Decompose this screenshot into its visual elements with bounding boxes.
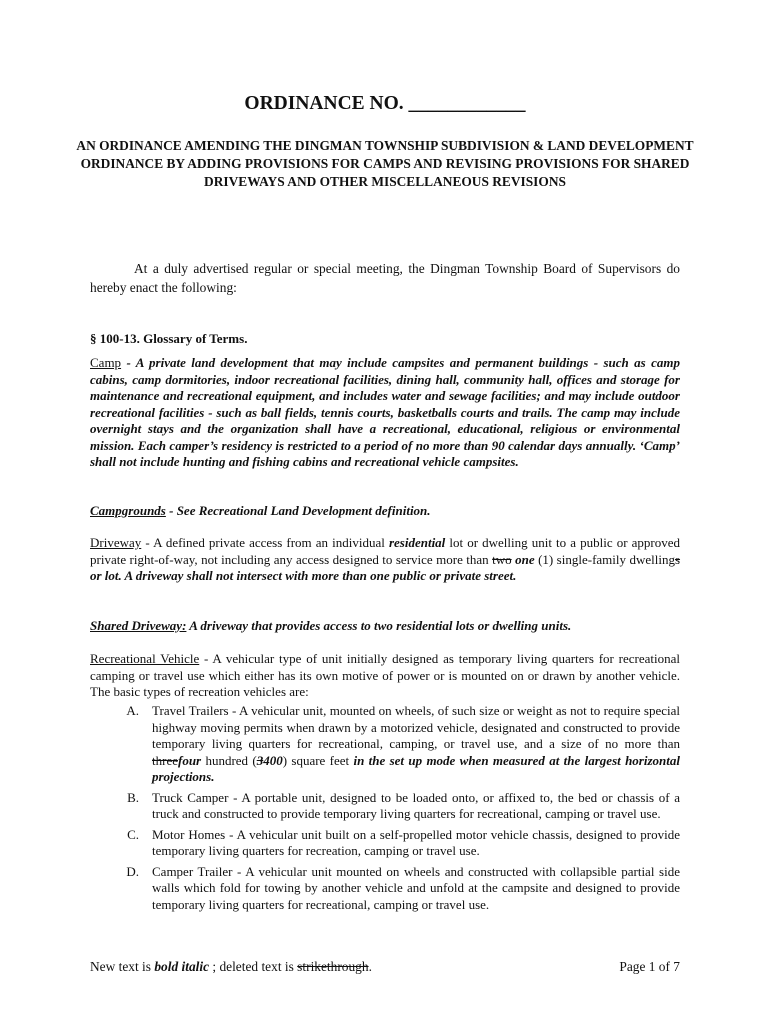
list-item-text: Camper Trailer - A vehicular unit mounted on wheels and constructed with collapsible partial side walls which fold for towing by another vehicle and unfold at the campsite and designed to provide temporary living quarters for recreational, camping or travel use.	[152, 863, 680, 912]
shared-driveway-term: Shared Driveway:	[90, 618, 187, 633]
shared-driveway-text: A driveway that provides access to two residential lots or dwelling units.	[186, 618, 572, 633]
page-footer	[90, 959, 680, 975]
driveway-text-5: one	[511, 551, 535, 567]
footer-struck: strikethrough	[297, 959, 369, 974]
camp-definition	[90, 355, 680, 471]
list-item	[90, 864, 680, 914]
list-item-text	[152, 703, 680, 786]
travel-trailers-text-4: hundred (	[201, 752, 257, 768]
driveway-text-2: residential	[388, 535, 446, 550]
rv-types-list	[90, 703, 680, 913]
travel-trailers-text-3: four	[177, 752, 202, 768]
driveway-text-6: (1) single-family dwelling	[534, 551, 675, 567]
intro-text: At a duly advertised regular or special meeting, the Dingman Township Board of Supervisors do hereby enact the following:	[90, 261, 680, 295]
ordinance-subtitle: AN ORDINANCE AMENDING THE DINGMAN TOWNSHIP SUBDIVISION & LAND DEVELOPMENT ORDINANCE BY ADDING PROVISIONS FOR CAMPS AND REVISING PROVISIONS FOR SHARED DRIVEWAYS AND OTHER MISCELLANEOUS REVISIONS	[76, 138, 694, 189]
list-marker: B.	[127, 789, 139, 805]
driveway-text-1: - A defined private access from an individual	[141, 535, 389, 550]
rv-definition	[90, 651, 680, 701]
list-item-text: Motor Homes - A vehicular unit built on a self-propelled motor vehicle chassis, designed to provide temporary living quarters for recreation, camping or travel use.	[152, 826, 680, 858]
footer-text-1: New text is	[90, 959, 155, 974]
list-item	[90, 703, 680, 786]
campgrounds-definition-text: - See Recreational Land Development definition.	[165, 503, 431, 518]
page-number: Page 1 of 7	[619, 959, 680, 974]
campgrounds-definition	[90, 503, 680, 520]
travel-trailers-struck-1: three	[152, 752, 178, 768]
footer-text-2: bold italic	[154, 959, 210, 974]
driveway-text-3: lot or dwelling unit to a public or approved private right-of-way, not including any access designed to service more than	[90, 535, 681, 567]
travel-trailers-text-7: ) square feet	[282, 752, 354, 768]
intro-paragraph	[90, 259, 680, 297]
driveway-term: Driveway	[90, 535, 142, 550]
shared-driveway-definition	[90, 618, 680, 635]
footer-legend	[90, 959, 372, 975]
driveway-struck-1: two	[492, 551, 512, 567]
footer-text-3: ; deleted text is	[209, 959, 298, 974]
list-marker: A.	[126, 703, 139, 718]
list-item-text: Truck Camper - A portable unit, designed to be loaded onto, or affixed to, the bed or chassis of a truck and constructed to provide temporary living quarters for recreational, camping or travel use.	[152, 789, 680, 821]
section-heading: § 100-13. Glossary of Terms.	[90, 331, 248, 346]
footer-text-5: .	[368, 959, 372, 974]
travel-trailers-struck-2: 3	[256, 752, 264, 768]
rv-definition-text: - A vehicular type of unit initially designed as temporary living quarters for recreational camping or travel use which either has its own motive of power or is mounted on or drawn by another vehicle. The basic types of recreation vehicles are:	[90, 651, 680, 699]
campgrounds-term: Campgrounds	[90, 503, 166, 518]
camp-definition-text: - A private land development that may include campsites and permanent buildings - such as camp cabins, camp dormitories, indoor recreational facilities, dining hall, community hall, offices and storage for maintenance and recreational equipment, and includes water and sewage facilities; and may include outdoor recreational facilities - such as ball fields, tennis courts, basketballs courts and trails. The camp may include overnight stays and the organization shall have a recreational, educational, religious or environmental mission. Each camper’s residency is restricted to a period of no more than 90 calendar days annually. ‘Camp’ shall not include hunting and fishing cabins and recreational vehicle campsites.	[90, 355, 680, 469]
camp-term: Camp	[90, 355, 122, 370]
travel-trailers-text-6: 400	[263, 752, 283, 768]
driveway-text-8: or lot. A driveway shall not intersect with more than one public or private street.	[90, 568, 517, 583]
list-marker: D.	[126, 863, 139, 879]
driveway-definition	[90, 535, 680, 585]
driveway-struck-2: s	[674, 551, 681, 567]
list-item	[90, 827, 680, 860]
ordinance-title: ORDINANCE NO. ____________	[244, 93, 526, 114]
travel-trailers-text-8: in the set up mode when measured at the largest horizontal projections.	[152, 752, 680, 784]
rv-term: Recreational Vehicle	[90, 651, 200, 666]
travel-trailers-text-1: Travel Trailers - A vehicular unit, mounted on wheels, of such size or weight as not to require special highway moving permits when drawn by a motorized vehicle, designated and constructed to provide temporary living quarters for recreational, camping, or travel use, and a size of no more than	[152, 703, 680, 751]
list-item	[90, 790, 680, 823]
list-marker: C.	[127, 826, 139, 842]
